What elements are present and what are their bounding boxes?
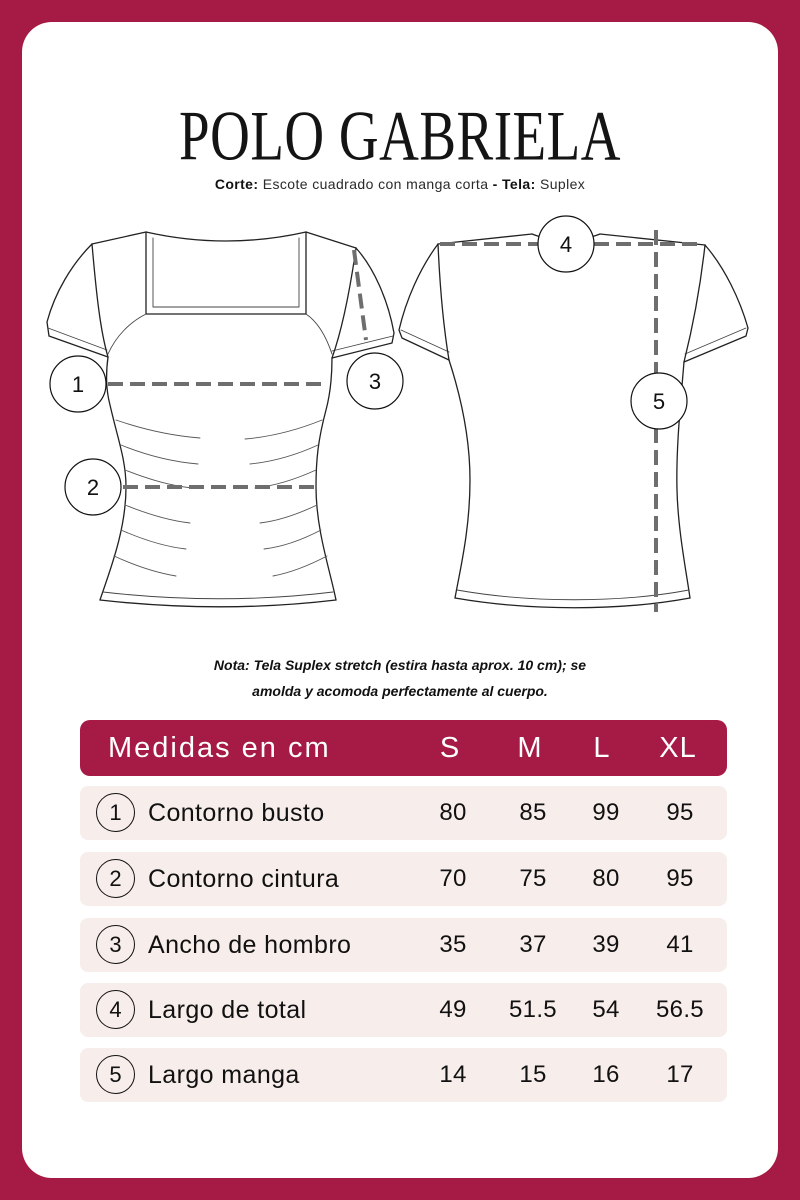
table-header (80, 720, 727, 776)
marker-number: 2 (86, 475, 100, 500)
back-right-sleeve (684, 245, 748, 362)
back-left-armhole-seam (438, 244, 449, 360)
value-s: 49 (439, 996, 467, 1023)
value-m: 51.5 (509, 996, 557, 1023)
marker-number: 3 (368, 369, 382, 394)
product-subtitle (0, 175, 800, 193)
front-hem (100, 600, 336, 607)
measure-line-shoulder (354, 250, 366, 340)
value-l: 39 (592, 931, 620, 958)
row-number-badge: 3 (96, 925, 135, 964)
marker-2 (65, 459, 121, 515)
note-line: amolda y acomoda perfectamente al cuerpo. (252, 683, 548, 699)
value-xl: 17 (666, 1061, 694, 1088)
value-xl: 95 (666, 799, 694, 826)
table-row (80, 786, 727, 840)
table-row (80, 852, 727, 906)
row-label: Contorno cintura (148, 865, 340, 893)
row-label: Largo manga (148, 1061, 300, 1089)
table-header-label: Medidas en cm (108, 732, 331, 764)
back-right-armhole-seam (684, 245, 705, 362)
front-left-bust-seam (108, 314, 146, 354)
marker-number: 1 (71, 372, 85, 397)
value-s: 14 (439, 1061, 467, 1088)
row-number-badge: 4 (96, 990, 135, 1029)
table-row (80, 1048, 727, 1102)
front-ruching-line (116, 420, 200, 438)
front-left-armhole-seam (92, 244, 108, 357)
value-xl: 41 (666, 931, 694, 958)
row-label: Contorno busto (148, 799, 325, 827)
front-view (47, 232, 394, 607)
marker-number: 5 (652, 389, 666, 414)
front-right-side-seam (316, 358, 336, 600)
table-row (80, 983, 727, 1037)
front-right-armhole-seam (332, 248, 356, 358)
value-xl: 95 (666, 865, 694, 892)
page-title: POLO GABRIELA (179, 95, 621, 175)
note-line: Nota: Tela Suplex stretch (estira hasta aprox. 10 cm); se (213, 657, 587, 673)
row-number-badge: 1 (96, 793, 135, 832)
corte-label: Corte: (214, 176, 259, 192)
front-ruching-line (121, 530, 186, 549)
size-header-s: S (439, 732, 461, 764)
size-header-xl: XL (659, 732, 697, 764)
front-ruching-line (273, 556, 327, 576)
marker-number: 4 (559, 232, 573, 257)
value-l: 80 (592, 865, 620, 892)
value-m: 75 (519, 865, 547, 892)
front-square-neckline-stitch (153, 238, 299, 307)
corte-value: Escote cuadrado con manga corta (262, 176, 489, 192)
front-ruching-line (250, 445, 318, 464)
value-m: 37 (519, 931, 547, 958)
back-left-side-seam (449, 360, 470, 598)
size-header-m: M (517, 732, 543, 764)
front-ruching-line (264, 530, 321, 549)
front-square-neckline (146, 232, 306, 314)
front-ruching-line (260, 505, 317, 523)
value-l: 16 (592, 1061, 620, 1088)
row-label: Ancho de hombro (148, 931, 352, 959)
marker-3 (347, 353, 403, 409)
row-label: Largo de total (148, 996, 307, 1024)
tela-label: - Tela: (492, 176, 536, 192)
value-l: 54 (592, 996, 620, 1023)
back-right-sleeve-hem-stitch (685, 328, 746, 354)
marker-4 (538, 216, 594, 272)
front-ruching-line (114, 556, 176, 576)
front-ruching-line (245, 420, 322, 439)
front-left-sleeve (47, 244, 108, 357)
fabric-note (0, 652, 800, 704)
row-number-badge: 2 (96, 859, 135, 898)
value-m: 85 (519, 799, 547, 826)
front-back-neckline (146, 232, 306, 241)
size-header-l: L (593, 732, 611, 764)
front-right-bust-seam (306, 314, 332, 354)
tela-value: Suplex (539, 176, 586, 192)
front-hem-stitch (103, 592, 333, 599)
value-xl: 56.5 (656, 996, 704, 1023)
value-m: 15 (519, 1061, 547, 1088)
marker-1 (50, 356, 106, 412)
garment-diagram (22, 200, 778, 640)
row-number-badge: 5 (96, 1055, 135, 1094)
value-s: 70 (439, 865, 467, 892)
front-right-shoulder (306, 232, 356, 248)
marker-5 (631, 373, 687, 429)
front-ruching-line (125, 505, 190, 523)
front-ruching-line (121, 445, 198, 464)
value-s: 35 (439, 931, 467, 958)
front-left-shoulder (92, 232, 146, 244)
front-right-sleeve-hem-stitch (332, 336, 393, 351)
value-l: 99 (592, 799, 620, 826)
back-view (399, 234, 748, 608)
value-s: 80 (439, 799, 467, 826)
table-row (80, 918, 727, 972)
